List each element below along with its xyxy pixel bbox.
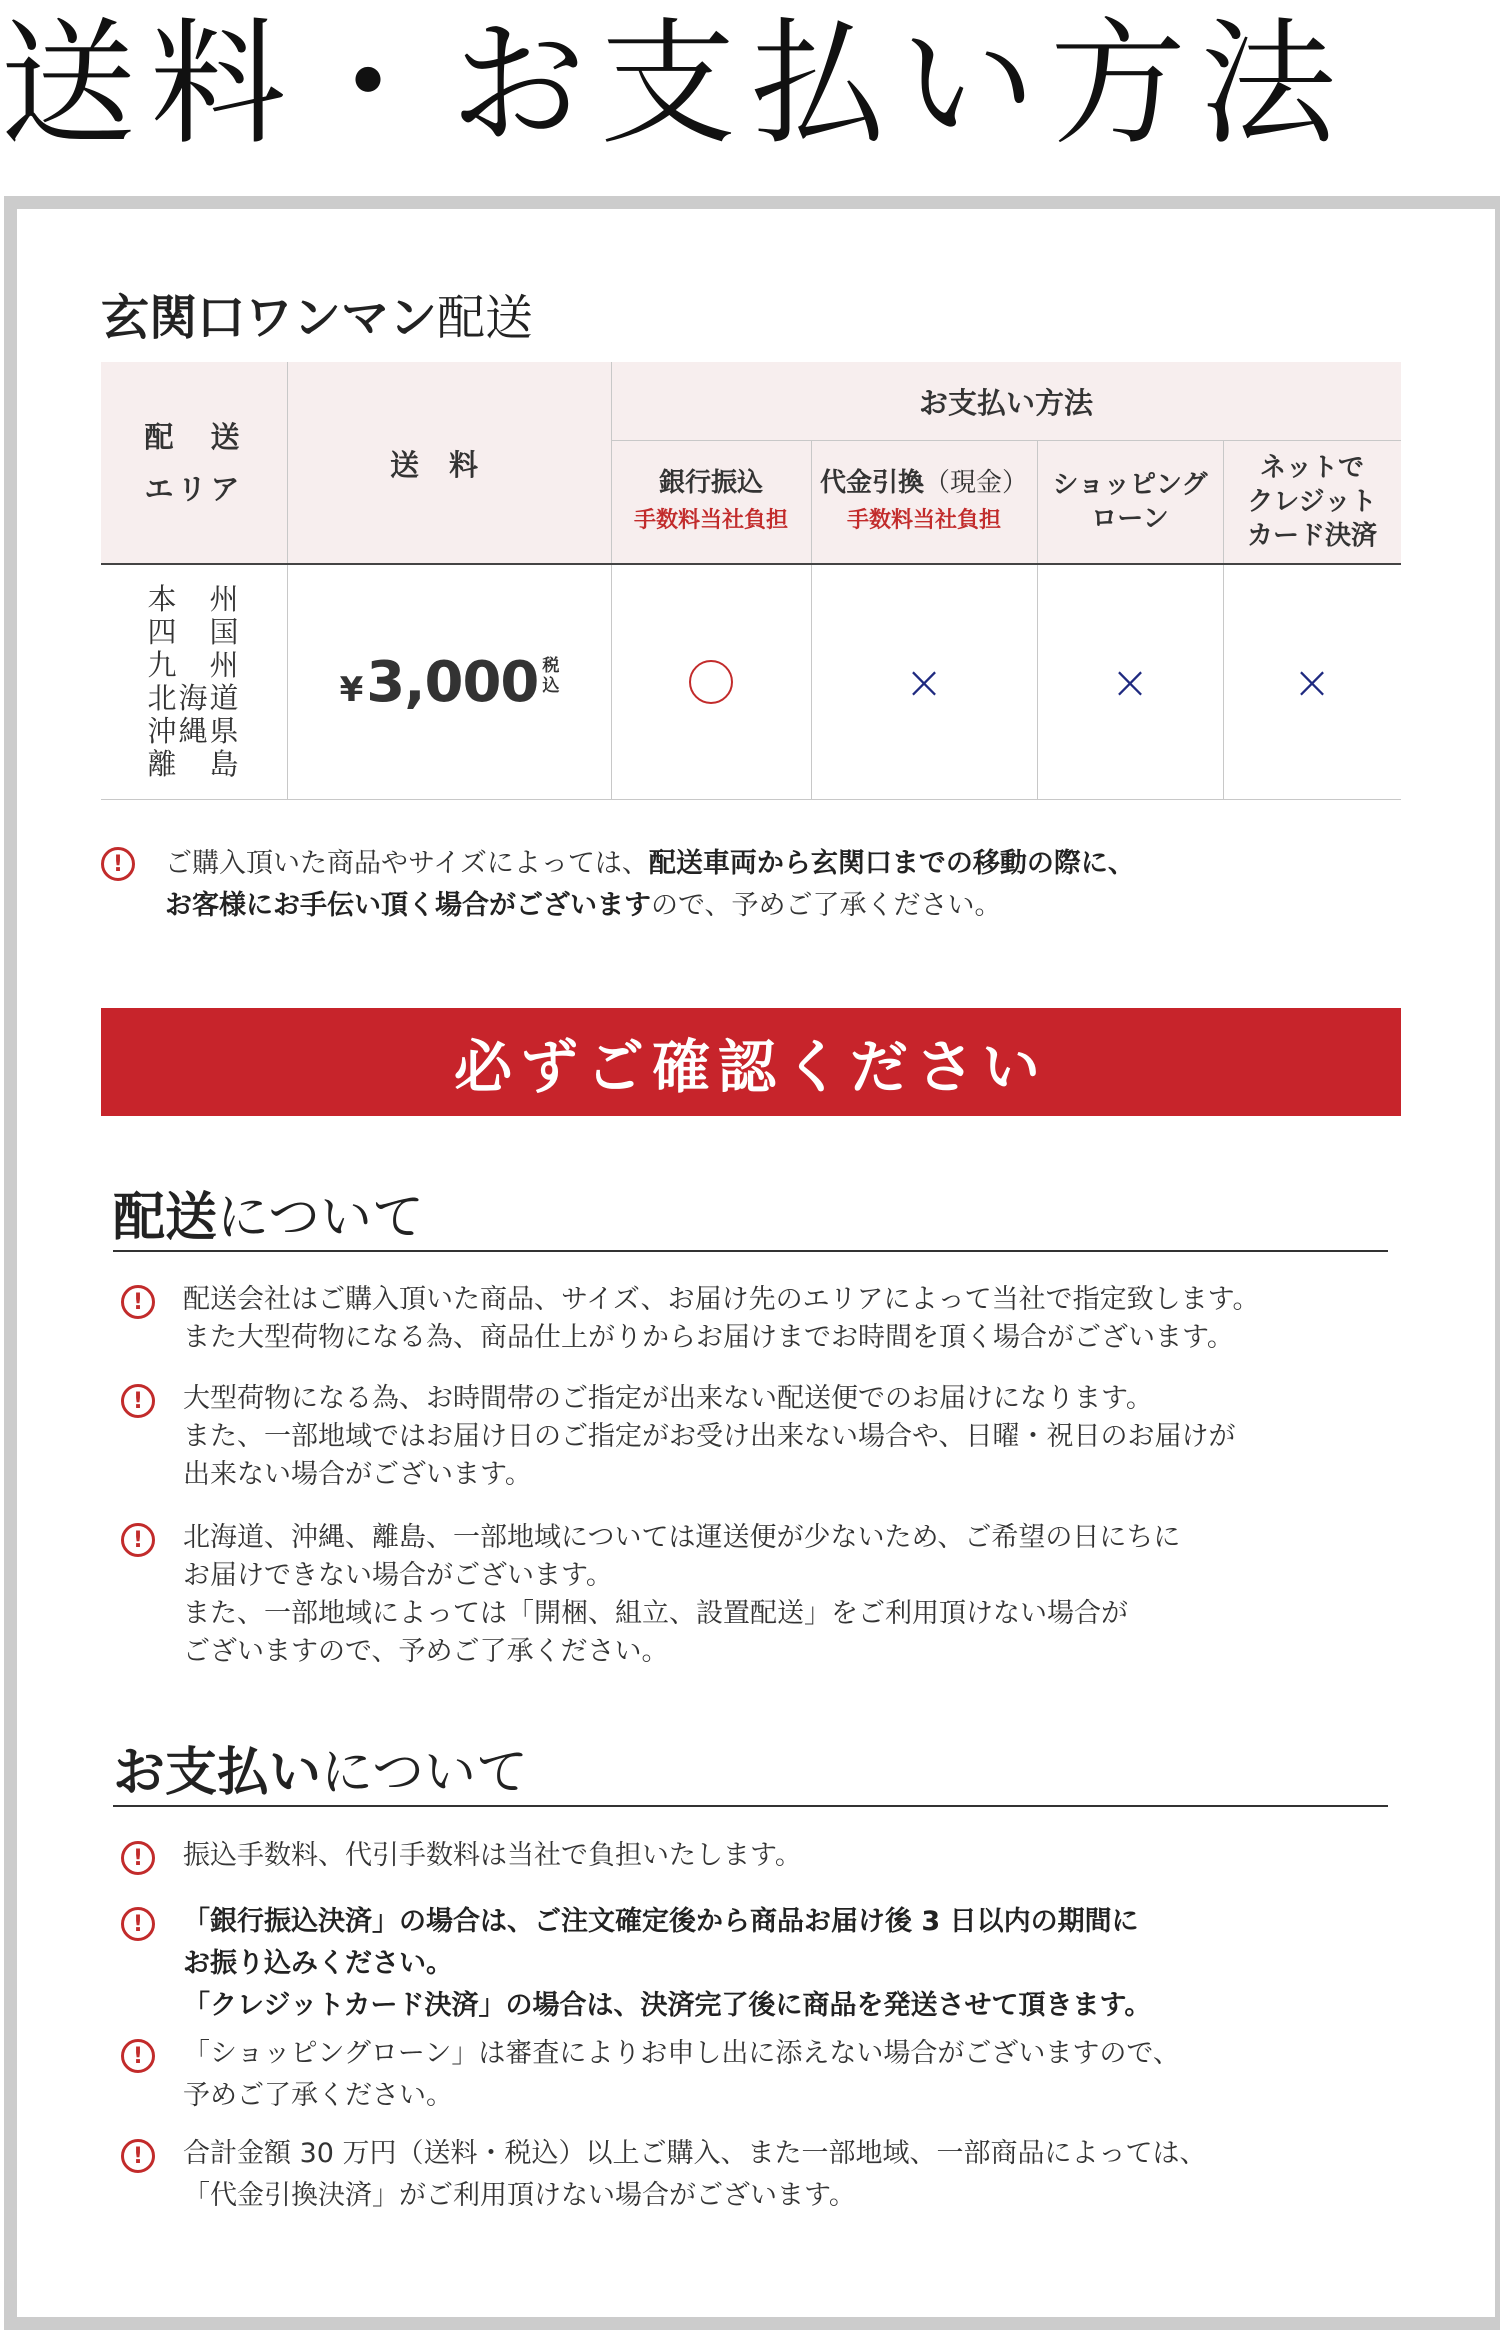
method-bank bbox=[611, 440, 811, 564]
item-line: 振込手数料、代引手数料は当社で負担いたします。 bbox=[183, 1840, 802, 1871]
warning-icon: ! bbox=[121, 1384, 155, 1418]
area-cell bbox=[101, 564, 287, 800]
item-line: 「ショッピングローン」は審査によりお申し出に添えない場合がございますので、 bbox=[183, 2038, 1180, 2069]
warning-icon: ! bbox=[121, 1285, 155, 1319]
warning-icon: ! bbox=[121, 1841, 155, 1875]
price-tax-1: 税 bbox=[542, 655, 559, 676]
divider bbox=[101, 799, 1401, 800]
loan-availability: × bbox=[1110, 655, 1150, 709]
list-item bbox=[111, 2035, 1401, 2115]
divider bbox=[611, 440, 1401, 441]
divider bbox=[101, 563, 1401, 565]
list-item bbox=[111, 2135, 1401, 2215]
note-text-bold: お客様にお手伝い頂く場合がございます bbox=[165, 890, 651, 921]
item-line: お届けできない場合がございます。 bbox=[183, 1560, 613, 1591]
section-title-bold: 玄関口ワンマン bbox=[101, 290, 438, 346]
warning-icon: ! bbox=[121, 2139, 155, 2173]
item-line: 出来ない場合がございます。 bbox=[183, 1459, 532, 1490]
header-area: 配 送 エリア bbox=[144, 420, 244, 506]
confirm-banner: 必ずご確認ください bbox=[101, 1008, 1401, 1116]
list-item bbox=[111, 1903, 1401, 2027]
area-item: 沖縄県 bbox=[147, 714, 241, 748]
item-line: お振り込みください。 bbox=[183, 1948, 453, 1979]
method-cod-label: 代金引換 bbox=[819, 468, 924, 498]
list-item bbox=[111, 1837, 1401, 1877]
circle-icon bbox=[689, 660, 733, 704]
item-line: 「クレジットカード決済」の場合は、決済完了後に商品を発送させて頂きます。 bbox=[183, 1990, 1152, 2021]
method-bank-label: 銀行振込 bbox=[658, 468, 763, 498]
divider bbox=[611, 362, 612, 800]
price-tax-2: 込 bbox=[542, 675, 559, 696]
item-line: 「銀行振込決済」の場合は、ご注文確定後から商品お届け後 3 日以内の期間に bbox=[183, 1906, 1139, 1937]
method-bank-sub: 手数料当社負担 bbox=[633, 508, 788, 533]
item-line: 配送会社はご購入頂いた商品、サイズ、お届け先のエリアによって当社で指定致します。 bbox=[183, 1284, 1260, 1315]
method-loan: ショッピング ローン bbox=[1052, 470, 1208, 534]
price-tax bbox=[542, 656, 558, 696]
item-line: また、一部地域ではお届け日のご指定がお受け出来ない場合や、日曜・祝日のお届けが bbox=[183, 1421, 1236, 1452]
list-item bbox=[111, 1281, 1401, 1361]
area-item: 北海道 bbox=[147, 681, 241, 715]
area-item: 四 国 bbox=[147, 615, 241, 649]
note-text: ご購入頂いた商品やサイズによっては、 bbox=[165, 848, 649, 879]
header-payment: お支払い方法 bbox=[918, 385, 1093, 420]
item-line: また、一部地域によっては「開梱、組立、設置配送」をご利用頂けない場合が bbox=[183, 1598, 1128, 1629]
section-title-light: 配送 bbox=[437, 290, 534, 346]
method-credit: ネットで クレジット カード決済 bbox=[1246, 453, 1377, 551]
item-line: 予めご了承ください。 bbox=[183, 2080, 453, 2111]
item-line: 合計金額 30 万円（送料・税込）以上ご購入、また一部地域、一部商品によっては、 bbox=[183, 2138, 1207, 2169]
method-cod-sub: 手数料当社負担 bbox=[846, 508, 1001, 533]
bank-availability bbox=[611, 564, 811, 800]
price-yen: ¥ bbox=[339, 669, 363, 710]
divider bbox=[811, 440, 812, 800]
payment-heading bbox=[113, 1745, 1388, 1807]
warning-icon: ! bbox=[121, 1907, 155, 1941]
list-item bbox=[111, 1519, 1401, 1679]
page-title: 送料・お支払い方法 bbox=[0, 6, 1350, 164]
note-line bbox=[165, 843, 1135, 885]
method-cod bbox=[811, 440, 1037, 564]
item-line: また大型荷物になる為、商品仕上がりからお届けまでお時間を頂く場合がございます。 bbox=[183, 1322, 1234, 1353]
method-cod-note: （現金） bbox=[924, 468, 1029, 498]
heading-light: について bbox=[217, 1188, 424, 1248]
price-value: 3,000 bbox=[366, 649, 539, 715]
area-item: 離 島 bbox=[147, 747, 241, 781]
item-line: 北海道、沖縄、離島、一部地域については運送便が少ないため、ご希望の日にちに bbox=[183, 1522, 1181, 1553]
heading-bold: お支払い bbox=[113, 1743, 322, 1803]
area-item: 本 州 bbox=[147, 582, 241, 616]
item-line: 「代金引換決済」がご利用頂けない場合がございます。 bbox=[183, 2180, 856, 2211]
credit-availability: × bbox=[1292, 655, 1332, 709]
item-line: 大型荷物になる為、お時間帯のご指定が出来ない配送便でのお届けになります。 bbox=[183, 1383, 1153, 1414]
list-item bbox=[111, 1380, 1401, 1500]
heading-bold: 配送 bbox=[113, 1188, 218, 1248]
content-frame bbox=[4, 196, 1500, 2330]
item-line: ございますので、予めご了承ください。 bbox=[183, 1636, 669, 1667]
warning-icon: ! bbox=[121, 2039, 155, 2073]
delivery-heading bbox=[113, 1190, 1388, 1252]
heading-light: について bbox=[321, 1743, 528, 1803]
note-text: ので、予めご了承ください。 bbox=[651, 890, 1002, 921]
note-line bbox=[165, 885, 1001, 927]
divider bbox=[1223, 440, 1224, 800]
section-title bbox=[101, 279, 533, 348]
divider bbox=[287, 362, 288, 800]
shipping-table bbox=[101, 362, 1401, 802]
header-cost: 送料 bbox=[389, 447, 508, 482]
price bbox=[340, 650, 559, 715]
area-item: 九 州 bbox=[147, 648, 241, 682]
warning-icon: ! bbox=[101, 847, 135, 881]
note-text-bold: 配送車両から玄関口までの移動の際に、 bbox=[648, 848, 1135, 879]
price-cell bbox=[287, 564, 611, 800]
warning-icon: ! bbox=[121, 1523, 155, 1557]
area-list bbox=[147, 583, 240, 781]
divider bbox=[1037, 440, 1038, 800]
cod-availability: × bbox=[904, 655, 944, 709]
